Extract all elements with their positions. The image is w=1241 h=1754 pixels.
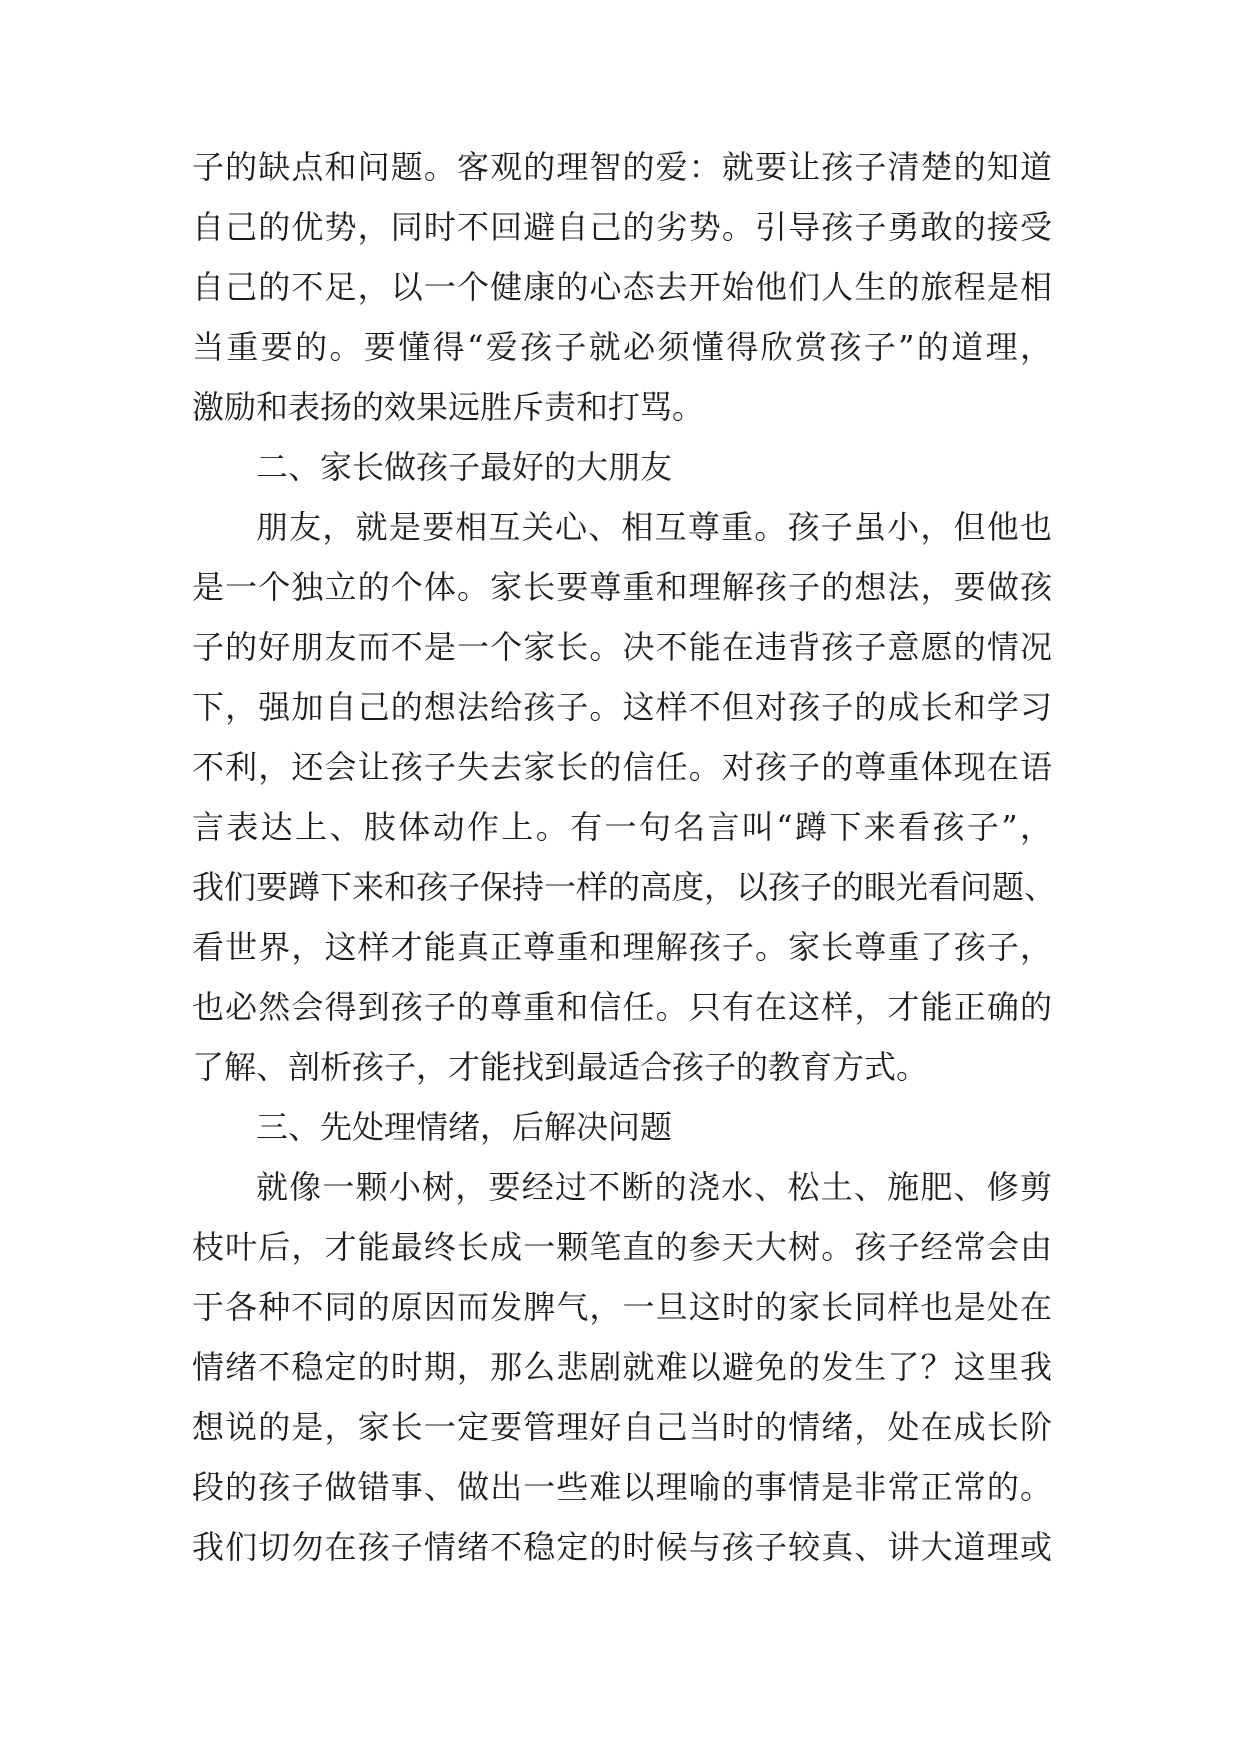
paragraph-line: 子的缺点和问题。客观的理智的爱：就要让孩子清楚的知道 — [192, 148, 1052, 186]
paragraph-line: 我们要蹲下来和孩子保持一样的高度，以孩子的眼光看问题、 — [192, 868, 1057, 906]
paragraph-line: 我们切勿在孩子情绪不稳定的时候与孩子较真、讲大道理或 — [192, 1528, 1052, 1566]
paragraph-line: 段的孩子做错事、做出一些难以理喻的事情是非常正常的。 — [192, 1468, 1052, 1506]
paragraph-line: 想说的是，家长一定要管理好自己当时的情绪，处在成长阶 — [192, 1408, 1052, 1446]
section-heading: 二、家长做孩子最好的大朋友 — [256, 448, 673, 486]
paragraph-line: 下，强加自己的想法给孩子。这样不但对孩子的成长和学习 — [192, 688, 1052, 726]
paragraph-line: 激励和表扬的效果远胜斥责和打骂。 — [192, 388, 705, 426]
paragraph-line: 当重要的。要懂得“爱孩子就必须懂得欣赏孩子”的道理， — [192, 328, 1052, 366]
paragraph-line: 自己的优势，同时不回避自己的劣势。引导孩子勇敢的接受 — [192, 208, 1052, 246]
paragraph-line: 言表达上、肢体动作上。有一句名言叫“蹲下来看孩子”， — [192, 808, 1052, 846]
paragraph-line: 不利，还会让孩子失去家长的信任。对孩子的尊重体现在语 — [192, 748, 1052, 786]
paragraph-line: 是一个独立的个体。家长要尊重和理解孩子的想法，要做孩 — [192, 568, 1052, 606]
paragraph-line: 了解、剖析孩子，才能找到最适合孩子的教育方式。 — [192, 1048, 929, 1086]
paragraph-line: 情绪不稳定的时期，那么悲剧就难以避免的发生了？这里我 — [192, 1348, 1052, 1386]
paragraph-line: 朋友，就是要相互关心、相互尊重。孩子虽小，但他也 — [256, 508, 1052, 546]
paragraph-line: 子的好朋友而不是一个家长。决不能在违背孩子意愿的情况 — [192, 628, 1052, 666]
section-heading: 三、先处理情绪，后解决问题 — [256, 1108, 673, 1146]
paragraph-line: 自己的不足，以一个健康的心态去开始他们人生的旅程是相 — [192, 268, 1052, 306]
paragraph-line: 看世界，这样才能真正尊重和理解孩子。家长尊重了孩子， — [192, 928, 1052, 966]
paragraph-line: 枝叶后，才能最终长成一颗笔直的参天大树。孩子经常会由 — [192, 1228, 1052, 1266]
paragraph-line: 也必然会得到孩子的尊重和信任。只有在这样，才能正确的 — [192, 988, 1052, 1026]
paragraph-line: 就像一颗小树，要经过不断的浇水、松土、施肥、修剪 — [256, 1168, 1052, 1206]
paragraph-line: 于各种不同的原因而发脾气，一旦这时的家长同样也是处在 — [192, 1288, 1052, 1326]
